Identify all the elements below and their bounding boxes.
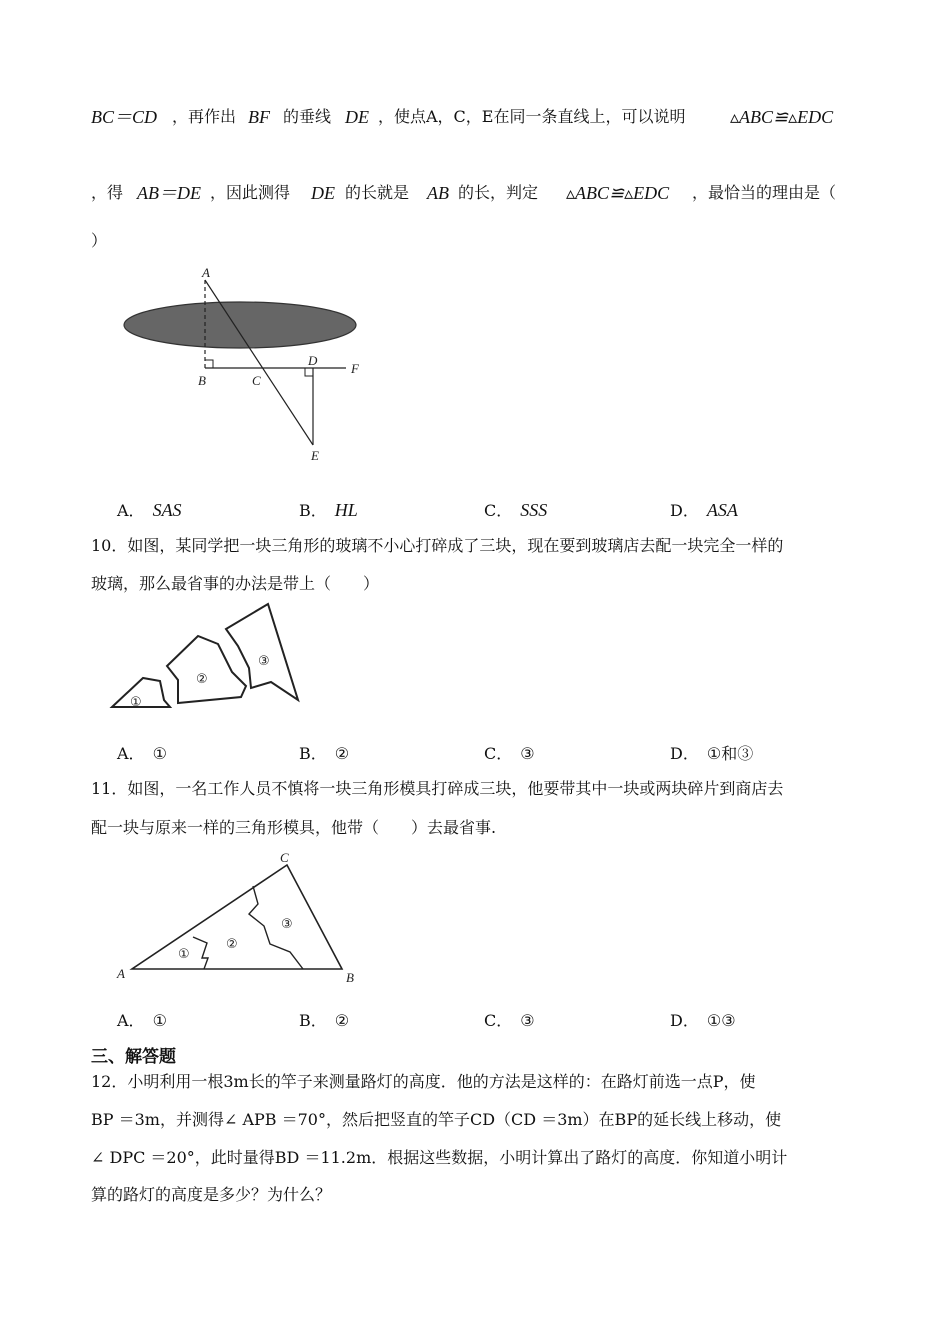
q11-figure bbox=[110, 848, 370, 988]
q12-line3: ∠ DPC ＝20°，此时量得BD ＝11.2m．根据这些数据，小明计算出了路灯的高度．你知道小明计 bbox=[91, 1148, 788, 1167]
crack-1 bbox=[193, 937, 208, 969]
q11-option-c[interactable]: C． ③ bbox=[484, 1011, 535, 1030]
q9-option-c[interactable]: C． SSS bbox=[484, 500, 548, 520]
label-piece-1: ① bbox=[178, 947, 190, 962]
label-e: E bbox=[311, 448, 319, 463]
math-de: DE bbox=[345, 107, 369, 127]
label-d: D bbox=[308, 353, 318, 368]
q12-line2: BP ＝3m，并测得∠ APB ＝70°，然后把竖直的竿子CD（CD ＝3m）在BP的延长线上移动，使 bbox=[91, 1110, 782, 1129]
q9-text: ，得 bbox=[91, 183, 124, 202]
q10-figure bbox=[110, 602, 310, 714]
q11-line2: 配一块与原来一样的三角形模具，他带（ ）去最省事. bbox=[91, 818, 497, 837]
label-b: B bbox=[198, 373, 206, 388]
right-angle-d bbox=[305, 368, 313, 376]
q12-line1: 12．小明利用一根3m长的竿子来测量路灯的高度．他的方法是这样的：在路灯前选一点P，使 bbox=[91, 1072, 756, 1091]
q10-option-d[interactable]: D． ①和③ bbox=[670, 744, 754, 763]
math-de: DE bbox=[311, 183, 335, 203]
label-a: A bbox=[202, 265, 210, 280]
math-bf: BF bbox=[248, 107, 270, 127]
q11-option-a[interactable]: A． ① bbox=[117, 1011, 167, 1030]
q10-line1: 10．如图，某同学把一块三角形的玻璃不小心打碎成了三块，现在要到玻璃店去配一块完全一样的 bbox=[91, 536, 784, 555]
right-angle-b bbox=[205, 360, 213, 368]
math-ab: AB bbox=[427, 183, 449, 203]
lake-ellipse bbox=[124, 302, 356, 348]
q9-text: ，因此测得 bbox=[210, 183, 291, 202]
label-piece-1: ① bbox=[130, 695, 142, 710]
q9-option-b[interactable]: B． HL bbox=[299, 500, 358, 520]
q10-option-a[interactable]: A． ① bbox=[117, 744, 167, 763]
label-c: C bbox=[280, 850, 289, 865]
label-b: B bbox=[346, 970, 354, 985]
q10-option-c[interactable]: C． ③ bbox=[484, 744, 535, 763]
math-congruence: ▵ABC≌▵EDC bbox=[730, 107, 834, 127]
label-c: C bbox=[252, 373, 261, 388]
q9-text: ，再作出 bbox=[172, 107, 237, 126]
label-piece-3: ③ bbox=[258, 654, 270, 669]
math-bc-eq-cd: BC＝CD bbox=[91, 107, 158, 127]
q11-option-b[interactable]: B． ② bbox=[299, 1011, 350, 1030]
q9-text: 的垂线 bbox=[283, 107, 332, 126]
q9-option-a[interactable]: A． SAS bbox=[117, 500, 182, 520]
label-piece-2: ② bbox=[226, 937, 238, 952]
label-f: F bbox=[351, 361, 359, 376]
triangle-abc bbox=[132, 865, 342, 969]
q9-figure bbox=[110, 262, 380, 472]
math-congruence: ▵ABC≌▵EDC bbox=[566, 183, 670, 203]
glass-piece-3 bbox=[226, 604, 298, 700]
label-piece-3: ③ bbox=[281, 917, 293, 932]
label-piece-2: ② bbox=[196, 672, 208, 687]
q9-text: ，最恰当的理由是（ bbox=[692, 183, 837, 202]
crack-2 bbox=[249, 886, 303, 969]
glass-piece-2 bbox=[167, 636, 246, 703]
math-ab-eq-de: AB＝DE bbox=[137, 183, 201, 203]
q10-line2: 玻璃，那么最省事的办法是带上（ ） bbox=[91, 574, 380, 593]
q9-text: 的长就是 bbox=[345, 183, 410, 202]
q9-option-d[interactable]: D． ASA bbox=[670, 500, 738, 520]
q9-close-paren: ） bbox=[91, 231, 108, 250]
label-a: A bbox=[117, 966, 125, 981]
q9-text: 的长，判定 bbox=[458, 183, 539, 202]
q12-line4: 算的路灯的高度是多少？为什么？ bbox=[91, 1185, 332, 1204]
q11-line1: 11．如图，一名工作人员不慎将一块三角形模具打碎成三块，他要带其中一块或两块碎片到商店去 bbox=[91, 779, 784, 798]
q10-option-b[interactable]: B． ② bbox=[299, 744, 350, 763]
q11-option-d[interactable]: D． ①③ bbox=[670, 1011, 736, 1030]
section-title: 三、解答题 bbox=[91, 1047, 176, 1067]
q9-text: ，使点A，C，E在同一条直线上，可以说明 bbox=[378, 107, 686, 126]
